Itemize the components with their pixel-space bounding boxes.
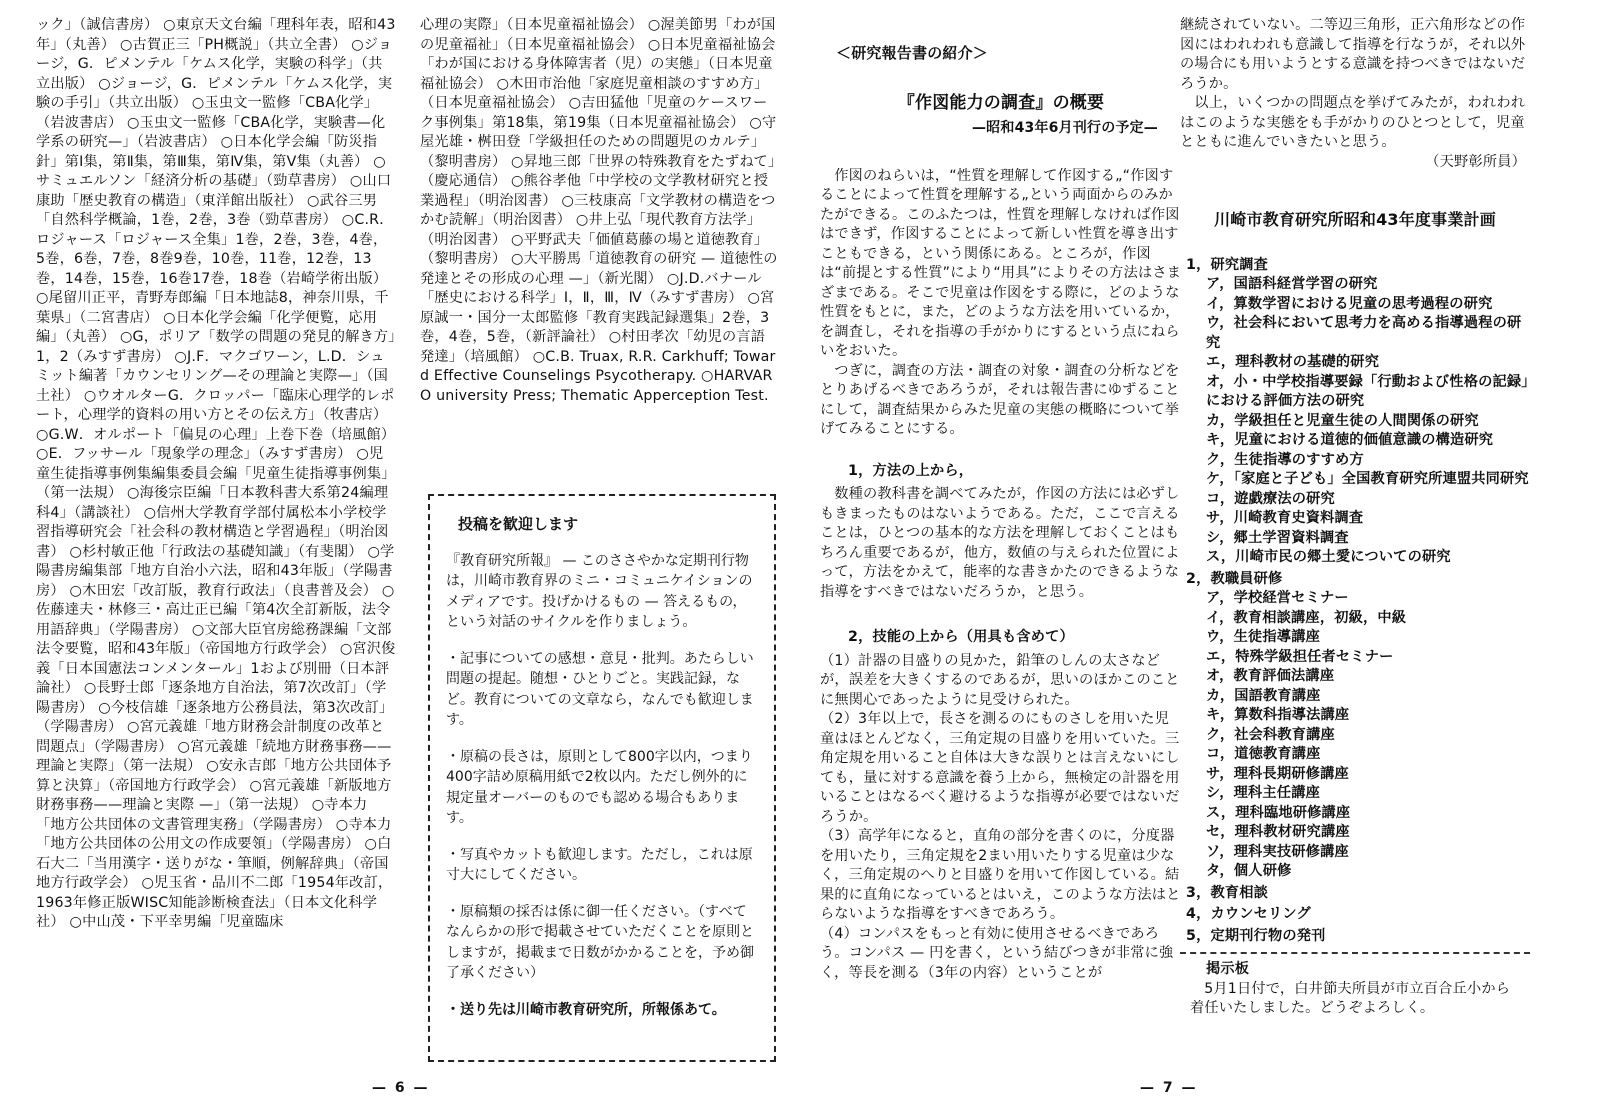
reference-entry: ○佐藤達夫・林修三・高辻正已編「第4次全訂新版，法令用語辞典」（学陽書房） [36,582,395,638]
reference-entry: ○ウオルターG．クロッパー「臨床心理学的レポート，心理学的資料の用い方とその伝え方」（牧書店） [36,387,395,423]
page-number-right: — 7 — [1140,1080,1198,1096]
bulletin-title: 掲示板 [1206,961,1250,977]
plan-item: ソ，理科実技研修講座 [1206,843,1349,860]
reference-entry: ○信州大学教育学部付属松本小学校学習指導研究会「社会科の教材構造と学習過程」（明治図書） [36,504,389,560]
reference-entry: ○今枝信雄「逐条地方公務員法，第3次改訂」（学陽書房） [36,699,394,735]
reference-entry: ○渥美節男「わが国の児童福祉」（日本児童福祉協会） [420,17,776,53]
section-item: （3）高学年になると，直角の部分を書くのに，分度器を用いたり，三角定規を2まい用いたりする児童は少なく，三角定規のへりと目盛りを用いて作図している。結果的に直角になっているとはいえ，このような方法はとらないような指導をすべきであろう。 [820,828,1181,922]
plan-item: オ，小・中学校指導要録「行動および性格の記録」における評価方法の研究 [1206,373,1529,409]
article-paragraph: 作図のねらいは，“性質を理解して作図する„“作図することによって性質を理解する„という両面からのみかたができる。このふたつは，性質を理解しなければ作図はできず，作図することによって新しい性質を導き出すこともできる，という関係にある。ところが，作図は“前提とする性質”により“用具”によりその方法はさまざまである。そこで児童は作図をする際に，どのような性質をもとに，また，どのような方法を用いているか，を調査し，それを指導の手がかりにするという点にねらいをおいた。 [820,167,1182,359]
reference-entry: ○安永吉郎「地方公共団体予算と決算」（帝国地方行政学会） [36,758,392,794]
reference-entry: ○ジョージ，G．ピメンテル「ケムス化学，実験の手引」（共立出版） [36,75,393,111]
reference-entry: ○木田宏「改訂版，教育行政法」（良書普及会） [69,582,382,599]
reference-entry: ○宮元義雄「地方財務会計制度の改革と問題点」（学陽書房） [36,719,385,755]
reference-entry: ○C.B. Truax, R.R. Carkhuff; Toward Effective Counselings Psycotherapy. [420,348,776,384]
references-column-2 [420,16,778,406]
section-heading: 2，技能の上から（用具も含めて） [848,629,1074,645]
plan-item: ス，川崎市民の郷土愛についての研究 [1206,549,1451,565]
reference-entry: ○J.D.バナール「歴史における科学」Ⅰ，Ⅱ，Ⅲ，Ⅳ（みすず書房） [420,270,762,306]
reference-entry: ○尾留川正平，青野寿郎編「日本地誌8，神奈川県，千葉県」（二宮書店） [36,290,389,326]
reference-entry: ○寺本力「地方公共団体の公用文の作成要領」（学陽書房） [36,816,392,852]
contribution-title: 投稿を歓迎します [458,515,579,533]
reference-entry: ○宮原誠一・国分一太郎監修「教育実践記録選集」2巻，3巻，4巻，5巻，（新評論社） [420,290,775,345]
plan-item: キ，児童における道徳的価値意識の構造研究 [1206,432,1494,448]
plan-section-heading: 5，定期刊行物の発刊 [1186,927,1326,944]
right-page [800,0,1600,1113]
plan-column [1180,16,1530,1019]
plan-item: キ，算数科指導法講座 [1206,707,1350,723]
article-continued: 継続されていない。二等辺三角形，正六角形などの作図にはわれわれも意識して指導を行なうが，それ以外の場合にも用いようとする意識を持つべきではないだろうか。 [1180,17,1526,92]
reference-entry: ○井上弘「現代教育方法学」（明治図書） [420,212,762,248]
reference-entry: ○杉村敏正他「行政法の基礎知識」（有斐閣） [69,543,368,560]
reference-entry: ○宮元義雄「続地方財務事務——理論と実際」（第一法規） [36,738,392,774]
plan-item: タ，個人研修 [1206,863,1292,879]
plan-section-heading: 2，教職員研修 [1186,570,1283,587]
reference-entry: ○日本化学会編「防災指針」第Ⅰ集，第Ⅱ集，第Ⅲ集，第Ⅳ集，第Ⅴ集（丸善） [36,134,378,170]
article-closing: 以上，いくつかの問題点を挙げてみたが，われわれはこのような実態をも手がかりのひとつとして，児童とともに進んでいきたいと思う。 [1180,95,1526,150]
reference-entry: ○寺本力「地方公共団体の文書管理実務」（学陽書房） [36,797,368,833]
bulletin-board [1180,952,1530,1019]
section-text: 数種の教科書を調べてみたが，作図の方法には必ずしもきまったものはないようである。ただ，ここで言えることは，ひとつの基本的な方法を理解しておくことはもちろん重要であるが，他方，数値の与えられた位置によって，方法をかえて，能率的な書きかたのできるような指導をすべきではないだろうか，と思う。 [820,486,1180,600]
plan-list [1180,256,1530,947]
reference-entry: ○大平勝馬「道徳教育の研究 — 道徳性の発達とその形成の心理 —」（新光閣） [420,251,778,287]
reference-entry: ○吉田猛他「児童のケースワーク事例集」第18集，第19集（日本児童福祉協会） [420,95,768,131]
reference-entry: ○三枝康高「文学教材の構造をつかむ読解」（明治図書） [420,192,776,228]
reference-entry: ○児玉省・品川不二郎「1954年改訂，1963年修正版WISC知能診断検査法」（日本文化科学社） [36,875,393,930]
plan-item: シ，理科主任講座 [1206,785,1320,801]
reference-entry: ○C.R．ロジャース「ロジャース全集」1巻，2巻，3巻，4巻，5巻，6巻，7巻，8巻9巻，10巻，11巻，12巻，13巻，14巻，15巻，16巻17巻，18巻（岩崎学術出版） [36,212,394,287]
section-item: （2）3年以上で，長さを測るのにものさしを用いた児童はほとんどなく，三角定規の目盛りを用いていた。三角定規を用いること自体は大きな誤りとは言えないにしても，量に対する意識を養う上から，無検定の計器を用いることはなるべく避けるような指導が必要ではないだろうか。 [820,711,1180,825]
plan-item: セ，理科教材研究講座 [1206,824,1350,840]
reference-entry: ○サミュエルソン「経済分析の基礎」（勁草書房） [36,153,386,189]
references-column-1 [36,16,396,933]
plan-item: シ，郷土学習資料調査 [1206,529,1349,546]
reference-entry: ○平野武夫「価値葛藤の場と道徳教育」（黎明書房） [420,231,769,267]
plan-item: ア，国語科経営学習の研究 [1206,276,1378,292]
reference-entry: ○宮元義雄「新版地方財務事務——理論と実際 —」（第一法規） [36,777,392,813]
reference-entry: ック」（誠信書房） [36,17,164,33]
plan-item: ス，理科臨地研修講座 [1206,804,1351,821]
reference-entry: ○昇地三郎「世界の特殊教育をたずねて」（慶応通信） [420,153,776,189]
reference-entry: ○古賀正三「PH概説」（共立全書） [119,36,352,53]
reference-entry: ○G，ポリア「数学の問題の発見的解き方」1，2（みすず書房） [36,329,396,365]
reference-entry: ○玉虫文一監修「CBA化学，実験書—化学系の研究—」（岩波書店） [36,114,386,150]
plan-item: ウ，生徒指導講座 [1206,629,1320,645]
page-number-left: — 6 — [372,1080,430,1096]
plan-item: ケ，「家庭と子ども」全国教育研究所連盟共同研究 [1206,471,1529,487]
contribution-paragraph: ・原稿の長さは，原則として800字以内，つまり400字詰め原稿用紙で2枚以内。ただし例外的に規定量オーバーのものでも認める場合もあります。 [446,748,753,826]
plan-item: コ，遊戯療法の研究 [1206,490,1335,507]
article-column [820,44,1182,983]
reference-entry: ○木田市治他「家庭児童相談のすすめ方」（日本児童福祉協会） [420,75,769,111]
reference-entry: ○J.F．マクゴワーン，L.D．シュミット編著「カウンセリング—その理論と実際—」（国土社） [36,348,389,404]
section-item: （4）コンパスをもっと有効に使用させるべきであろう。コンパス — 円を書く，という結びつきが非常に強く，等長を測る（3年の内容）ということが [820,925,1174,981]
plan-item: エ，特殊学級担任者セミナー [1206,648,1394,665]
reference-entry: ○ジョージ，G．ピメンテル「ケムス化学，実験の科学」（共立出版） [36,36,393,92]
reference-entry: ○海後宗臣編「日本教科書大系第24編理科4」（講談社） [36,485,389,521]
reference-entry: ○熊谷孝他「中学校の文学教材研究と授業過程」（明治図書） [420,173,769,209]
contribution-paragraph: ・記事についての感想・意見・批判。あたらしい問題の提起。随想・ひとりごと。実践記録，など。教育についての文章なら，なんでも歓迎します。 [446,650,754,728]
section-heading: 1，方法の上から， [848,462,974,479]
plan-item: ア，学校経営セミナー [1206,590,1349,606]
reference-entry: ○中山茂・下平幸男編「児童臨床 [69,914,284,930]
plan-title: 川崎市教育研究所昭和43年度事業計画 [1214,210,1496,229]
plan-item: カ，国語教育講座 [1206,687,1321,704]
plan-item: ウ，社会科において思考力を高める指導過程の研究 [1206,315,1522,351]
author-signature: （天野彰所員） [1425,153,1526,170]
plan-section-heading: 4，カウンセリング [1186,906,1311,922]
plan-item: カ，学級担任と児童生徒の人間関係の研究 [1206,412,1479,429]
contribution-paragraph: ・写真やカットも歓迎します。ただし，これは原寸大にしてください。 [446,846,753,883]
reference-entry: ○白石大二「当用漢字・送りがな・筆順，例解辞典」（帝国地方行政学会） [36,836,392,891]
reference-entry: ○東京天文台編「理科年表，昭和43年」（丸善） [36,17,396,53]
plan-item: ク，社会科教育講座 [1206,726,1335,743]
contribution-paragraph: 『教育研究所報』 — このささやかな定期刊行物は，川崎市教育界のミニ・コミュニケイションのメディアです。投げかけるもの — 答えるもの，という対話のサイクルを作りましょう。 [446,552,753,630]
article-paragraph: つぎに，調査の方法・調査の対象・調査の分析などをとりあげるべきであろうが，それは報告書にゆずることにして，調査結果からみた児童の実態の概略について挙げてみることにする。 [820,362,1180,437]
reference-entry: ○山口康助「歴史教育の構造」（東洋館出版社） [36,173,392,209]
reference-entry: ○HARVARO university Press; Thematic Apperception Test. [420,368,773,404]
plan-section-heading: 3，教育相談 [1186,884,1269,901]
reference-entry: ○G.W．オルポート「偏見の心理」上巻下巻（培風館） [36,426,396,443]
contribution-paragraph: ・送り先は川崎市教育研究所，所報係あて。 [446,1001,726,1018]
reference-entry: ○児童生徒指導事例集編集委員会編「児童生徒指導事例集」（第一法規） [36,446,396,501]
plan-item: サ，川崎教育史資料調査 [1206,510,1364,526]
reference-entry: ○村田孝次「幼児の言語発達」（培風館） [420,329,766,365]
plan-item: ク，生徒指導のすすめ方 [1206,451,1364,468]
section-intro-label: ＜研究報告書の紹介＞ [836,44,989,62]
reference-entry: ○日本化学会編「化学便覧，応用編」（丸善） [36,309,378,345]
reference-entry: ○宮沢俊義「日本国憲法コンメンタール」1および別冊（日本評論社） [36,641,396,696]
reference-entry: ○文部大臣官房総務課編「文部法令要覧，昭和43年版」（帝国地方行政学会） [36,621,392,657]
contribution-paragraph: ・原稿類の採否は係に御一任ください。（すべてなんらかの形で掲載させていただくことを原則としますが，掲載まで日数がかかることを，予め御了承ください） [446,903,754,981]
reference-entry: ○玉虫文一監修「CBA化学」（岩波書店） [36,95,379,131]
plan-item: コ，道徳教育講座 [1206,746,1321,762]
reference-entry: ○日本児童福祉協会「わが国における身体障害者（児）の実態」（日本児童福祉協会） [420,36,776,92]
plan-item: イ，教育相談講座，初級，中級 [1206,609,1407,626]
reference-entry: ○学陽書房編集部「地方自治小六法，昭和43年版」（学陽書房） [36,543,395,599]
reference-entry: ○長野士郎「逐条地方自治法，第7次改訂」（学陽書房） [36,680,387,716]
reference-entry: 心理の実際」（日本児童福祉協会） [420,17,648,33]
bulletin-text: 5月1日付で，白井節夫所員が市立百合丘小から着任いたしました。どうぞよろしく。 [1190,980,1511,1016]
plan-item: オ，教育評価法講座 [1206,668,1335,684]
plan-item: イ，算数学習における児童の思考過程の研究 [1206,295,1493,312]
reference-entry: ○武谷三男「自然科学概論，1巻，2巻，3巻（勁草書房） [36,192,378,228]
plan-section-heading: 1，研究調査 [1186,256,1269,273]
plan-item: エ，理科教材の基礎的研究 [1206,354,1380,370]
section-item: （1）計器の目盛りの見かた，鉛筆のしんの太さなどが，誤差を大きくするのであるが，思いのほかこのことに無関心であったように見受けられた。 [820,652,1180,708]
article-title: 『作図能力の調査』の概要 [897,92,1105,113]
plan-item: サ，理科長期研修講座 [1206,765,1349,782]
reference-entry: ○E．フッサール「現象学の理念」（みすず書房） [36,446,357,462]
contribution-box [428,494,776,1062]
article-subtitle: —昭和43年6月刊行の予定— [971,120,1158,136]
reference-entry: ○守屋光雄・桝田登「学級担任のための問題児のカルテ」（黎明書房） [420,114,777,170]
